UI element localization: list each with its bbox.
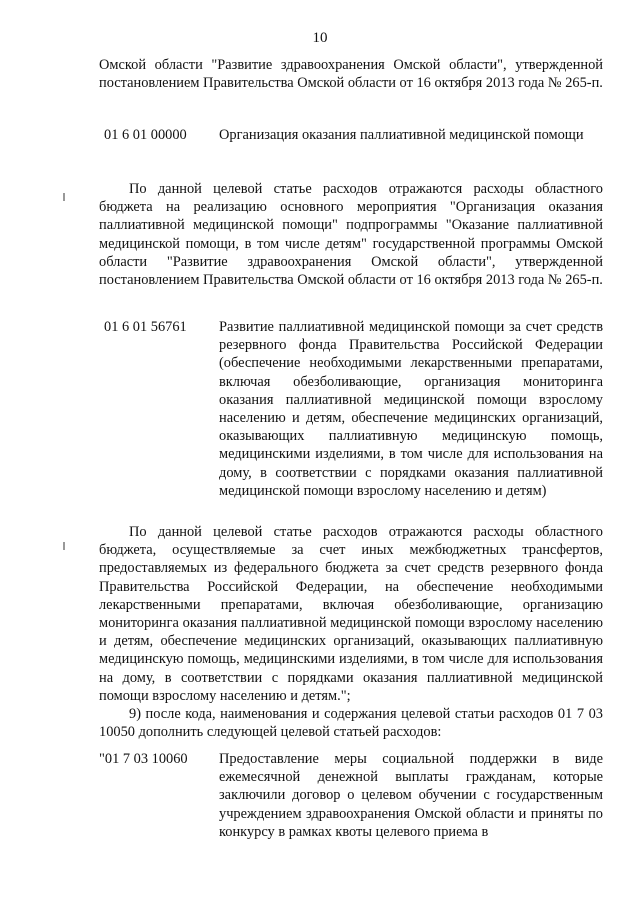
- budget-code: 01 6 01 00000: [104, 127, 187, 143]
- margin-mark: [63, 193, 65, 201]
- budget-code-description: Организация оказания паллиативной медицинской помощи: [219, 127, 584, 143]
- intro-paragraph: Омской области "Развитие здравоохранения Омской области", утвержденной постановлением Правительства Омской области от 16 октября 2013 года № 265-п.: [99, 57, 603, 92]
- amendment-paragraph: 9) после кода, наименования и содержания целевой статьи расходов 01 7 03 10050 дополнить следующей целевой статьей расходов:: [99, 706, 603, 741]
- explanation-paragraph: По данной целевой статье расходов отражаются расходы областного бюджета на реализацию основного мероприятия "Организация оказания паллиативной медицинской помощи" подпрограммы "Оказание паллиативной медицинской помощи, в том числе детям" государственной программы Омской области "Развитие здравоохранения Омской области", утвержденной постановлением Правительства Омской области от 16 октября 2013 года № 265-п.: [99, 181, 603, 289]
- budget-code: "01 7 03 10060: [99, 751, 188, 767]
- page-number: 10: [312, 30, 328, 46]
- margin-mark: [63, 542, 65, 550]
- budget-code-description: Развитие паллиативной медицинской помощи за счет средств резервного фонда Правительства Российской Федерации (обеспечение необходимыми лекарственными препаратами, включая обезболивающие, организация мониторинга оказания паллиативной медицинской помощи взрослому населению и детям, обеспечение медицинских организаций, оказывающих паллиативную медицинскую помощь, медицинскими изделиями, в том числе для использования на дому, в соответствии с порядками оказания паллиативной медицинской помощи взрослому населению и детям): [219, 319, 603, 499]
- explanation-paragraph: По данной целевой статье расходов отражаются расходы областного бюджета, осуществляемые за счет иных межбюджетных трансфертов, предоставляемых из федерального бюджета за счет средств резервного фонда Правительства Российской Федерации, на обеспечение необходимыми лекарственными препаратами, включая обезболивающие, организацию мониторинга оказания паллиативной медицинской помощи взрослому населению и детям, обеспечение медицинских организаций, оказывающих паллиативную медицинскую помощь, медицинскими изделиями, в том числе для использования на дому, в соответствии с порядками оказания паллиативной медицинской помощи взрослому населению и детям.";: [99, 524, 603, 704]
- budget-code-description: Предоставление меры социальной поддержки в виде ежемесячной денежной выплаты гражданам, которые заключили договор о целевом обучении с государственным учреждением здравоохранения Омской области и приняты по конкурсу в рамках квоты целевого приема в: [219, 751, 603, 840]
- budget-code: 01 6 01 56761: [104, 319, 187, 335]
